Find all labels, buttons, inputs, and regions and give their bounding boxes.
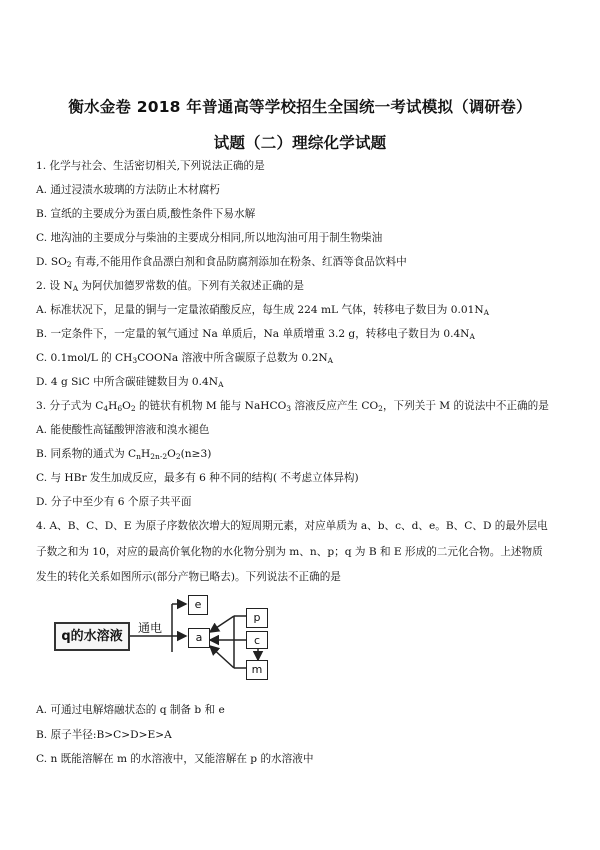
q2-option-b: B. 一定条件下，一定量的氧气通过 Na 单质后，Na 单质增重 3.2 g，转移电子数目为 0.4NA <box>36 328 475 341</box>
q2-option-d: D. 4 g SiC 中所含碳硅键数目为 0.4NA <box>36 376 224 389</box>
arrow-p-to-a <box>210 616 234 632</box>
paper-subtitle: 试题（二）理综化学试题 <box>213 134 387 152</box>
q1-option-d: D. SO2 有毒,不能用作食品漂白剂和食品防腐剂添加在粉条、红酒等食品饮料中 <box>36 256 407 269</box>
q1-option-a: A. 通过浸渍水玻璃的方法防止木材腐朽 <box>36 184 220 196</box>
q4-option-a: A. 可通过电解熔融状态的 q 制备 b 和 e <box>36 704 225 716</box>
node-p: p <box>246 608 268 628</box>
q4-stem-line1: 4. A、B、C、D、E 为原子序数依次增大的短周期元素，对应单质为 a、b、c、d、e。B、C、D 的最外层电 <box>36 520 548 532</box>
q4-option-b: B. 原子半径:B>C>D>E>A <box>36 729 172 741</box>
q2-option-c: C. 0.1mol/L 的 CH3COONa 溶液中所含碳原子总数为 0.2NA <box>36 352 334 365</box>
node-c: c <box>246 631 268 649</box>
node-e: e <box>188 595 208 615</box>
q1-option-c: C. 地沟油的主要成分与柴油的主要成分相同,所以地沟油可用于制生物柴油 <box>36 232 383 244</box>
node-a: a <box>188 628 210 648</box>
q4-stem-line3: 发生的转化关系如图所示(部分产物已略去)。下列说法不正确的是 <box>36 571 341 583</box>
q4-stem-line2: 子数之和为 10，对应的最高价氧化物的水化物分别为 m、n、p；q 为 B 和 E 形成的二元化合物。上述物质 <box>36 546 543 558</box>
q3-option-b: B. 同系物的通式为 CnH2n-2O2(n≥3) <box>36 448 212 461</box>
q3-option-a: A. 能使酸性高锰酸钾溶液和溴水褪色 <box>36 424 210 436</box>
q2-option-a: A. 标准状况下，足量的铜与一定量浓硝酸反应，每生成 224 mL 气体，转移电子数目为 0.01NA <box>36 304 490 317</box>
transformation-diagram <box>54 586 294 686</box>
q3-option-d: D. 分子中至少有 6 个原子共平面 <box>36 496 192 508</box>
q1-option-b: B. 宣纸的主要成分为蛋白质,酸性条件下易水解 <box>36 208 256 220</box>
electrolysis-label: 通电 <box>138 621 163 635</box>
q1-stem: 1. 化学与社会、生活密切相关,下列说法正确的是 <box>36 160 265 172</box>
q-solution-box: q的水溶液 <box>54 622 130 651</box>
q4-option-c: C. n 既能溶解在 m 的水溶液中，又能溶解在 p 的水溶液中 <box>36 753 314 765</box>
paper-title: 衡水金卷 2018 年普通高等学校招生全国统一考试模拟（调研卷） <box>68 98 532 116</box>
node-m: m <box>246 660 268 680</box>
q3-stem: 3. 分子式为 C4H6O2 的链状有机物 M 能与 NaHCO3 溶液反应产生 CO2，下列关于 M 的说法中不正确的是 <box>36 400 549 413</box>
q2-stem: 2. 设 NA 为阿伏加德罗常数的值。下列有关叙述正确的是 <box>36 280 304 293</box>
arrow-m-to-a <box>210 646 234 668</box>
q3-option-c: C. 与 HBr 发生加成反应，最多有 6 种不同的结构( 不考虑立体异构) <box>36 472 359 484</box>
